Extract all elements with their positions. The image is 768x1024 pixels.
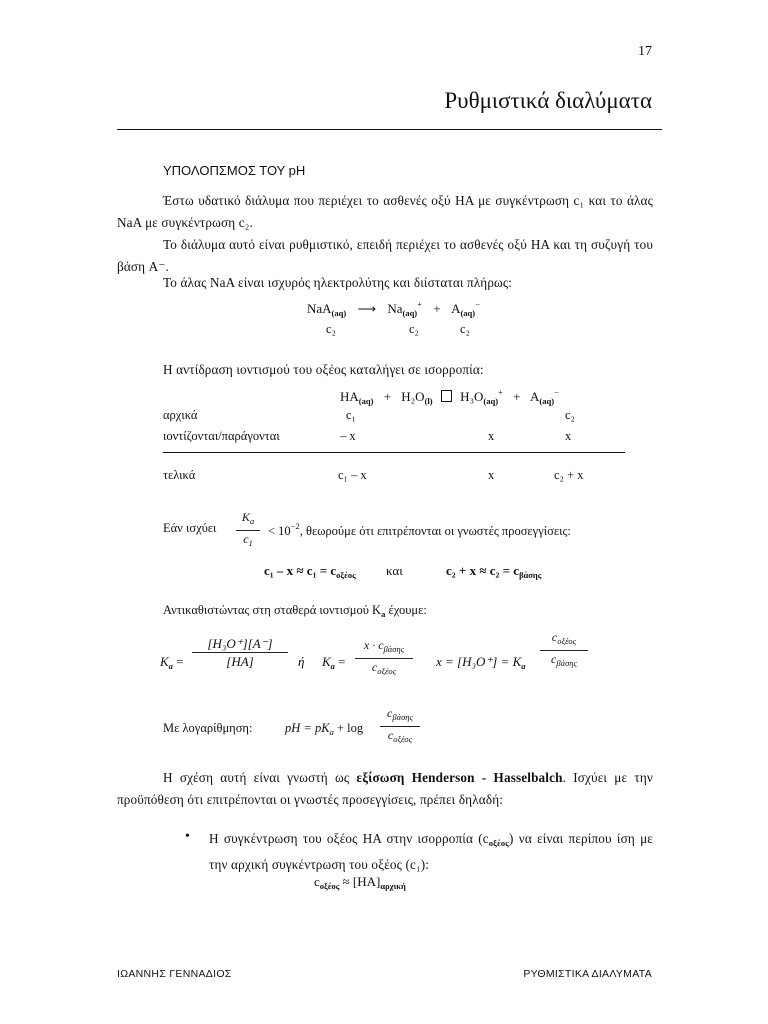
eq-water: H₂O xyxy=(401,389,425,404)
eq-h3o: H₃O xyxy=(460,389,484,404)
condition-prefix: Εάν ισχύει xyxy=(163,521,217,535)
reaction-arrow: ⟶ xyxy=(357,301,377,316)
conc-product1: c₂ xyxy=(409,322,419,336)
eq-a: A xyxy=(530,389,540,404)
eq-a-state: (aq) xyxy=(539,396,555,406)
paragraph-2: Το διάλυμα αυτό είναι ρυθμιστικό, επειδή περιέχει το ασθενές οξύ HA και τη συζυγή του βάση A⁻. xyxy=(117,237,653,274)
ice-row-initial-ha: c₁ xyxy=(346,408,356,422)
approx-right: $c_2 + x \approx c_2 = c_{\beta ά\sigma\eta\varsigma}$ xyxy=(446,563,542,580)
dissociation-product1: Na xyxy=(387,301,403,316)
paragraph-4: Η αντίδραση ιοντισμού του οξέος καταλήγει σε ισορροπία: xyxy=(163,362,484,377)
ka-formula-3: $x = [H_3O^+] = K_a$ xyxy=(436,654,526,671)
conc-reactant: c₂ xyxy=(326,322,336,336)
paragraph-5-sub: a xyxy=(381,609,386,619)
eq-plus-1: + xyxy=(383,389,392,404)
log-prefix: Με λογαρίθμηση: xyxy=(163,721,253,735)
condition-exponent: −2 xyxy=(290,521,300,531)
dissociation-product2-state: (aq) xyxy=(460,308,476,318)
ice-row-initial-label: αρχικά xyxy=(163,408,198,422)
ice-row-final-label: τελικά xyxy=(163,468,196,482)
ice-row-change-h3o: x xyxy=(488,429,495,443)
ice-row-final-h3o: x xyxy=(488,468,495,482)
ice-row-change-a: x xyxy=(565,429,572,443)
ka-fraction-3: $c_{o\xi έo\varsigma}$ $c_{\beta ά\sigma\eta\varsigma}$ xyxy=(540,630,588,671)
dissociation-equation xyxy=(307,299,480,318)
eq-a-charge: − xyxy=(554,387,559,397)
approx-left: $c_1 - x \approx c_1 = c_{o\xi έo\varsigma}$ xyxy=(264,563,356,580)
condition-frac-num-sub: a xyxy=(249,516,255,526)
bullet-symbol: • xyxy=(185,829,190,844)
dissociation-product2-charge: − xyxy=(475,299,480,309)
eq-plus-2: + xyxy=(513,389,521,404)
dissociation-reactant-state: (aq) xyxy=(331,308,347,318)
ka-or: ή xyxy=(298,654,305,669)
dissociation-product1-state: (aq) xyxy=(402,308,418,318)
dissociation-plus: + xyxy=(433,301,441,316)
dissociation-reactant: NaA xyxy=(307,301,332,316)
footer-author: ΙΩΑΝΝΗΣ ΓΕΝΝΑΔΙΟΣ xyxy=(117,968,232,980)
ka-f3-num: c xyxy=(551,630,558,644)
page-number: 17 xyxy=(638,44,652,59)
equilibrium-equation xyxy=(340,387,559,406)
condition-suffix: , θεωρούμε ότι επιτρέπονται οι γνωστές προσεγγίσεις: xyxy=(299,524,571,538)
condition-text xyxy=(268,521,571,539)
bullet-1-text: Η συγκέντρωση του οξέος HA στην ισορροπία $(c_{o\xi έo\varsigma})$ να είναι περίπου ίση με την αρχική συγκέντρωση του οξέος (c₁): xyxy=(209,831,653,872)
approx-left-sub: οξέος xyxy=(336,570,356,580)
eq-ha-state: (aq) xyxy=(358,396,374,406)
ice-row-change-label: ιοντίζονται/παράγονται xyxy=(163,429,280,443)
ka-label-2: $K_a$ = xyxy=(322,654,346,671)
condition-frac-den: c xyxy=(243,532,249,546)
bullet-1-equation: $c_{o\xi έo\varsigma} \approx [HA]_{\alpha\rho\chi\iota\kappa ή}$ xyxy=(314,874,406,891)
approx-conj: και xyxy=(386,563,403,578)
eq-ha: HA xyxy=(340,389,359,404)
condition-inequality: < 10 xyxy=(268,524,291,538)
condition-frac-den-sub: 1 xyxy=(248,538,253,548)
header-rule xyxy=(117,129,662,130)
condition-fraction xyxy=(236,510,260,551)
eq-water-state: (l) xyxy=(424,396,433,406)
eq-h3o-state: (aq) xyxy=(483,396,499,406)
condition-frac-num: K xyxy=(241,510,250,524)
ice-row-final-a: c₂ + x xyxy=(554,468,584,482)
paragraph-5: Αντικαθιστώντας στη σταθερά ιοντισμού $K_a$ έχουμε: xyxy=(163,603,427,619)
ka-f2-den: c xyxy=(371,660,378,674)
ka-f3-den: c xyxy=(551,652,557,666)
eq-h3o-charge: + xyxy=(498,387,503,397)
ka-f1-num: [H₃O⁺][A⁻] xyxy=(207,636,273,651)
footer-chapter: ΡΥΘΜΙΣΤΙΚΑ ΔΙΑΛΥΜΑΤΑ xyxy=(523,968,652,980)
conc-product2: c₂ xyxy=(460,322,470,336)
ka-f2-num: x · c xyxy=(363,638,384,652)
log-equation: pH = $pK_a + \log$ xyxy=(285,721,364,737)
dissociation-product1-charge: + xyxy=(417,299,422,309)
ice-table-rule xyxy=(163,452,625,453)
dissociation-product2: A xyxy=(451,301,461,316)
section-heading: ΥΠΟΛΟΠΣΜΟΣ ΤΟΥ pH xyxy=(163,163,306,178)
ka-fraction-2: $x \cdot c_{\beta ά\sigma\eta\varsigma}$ $c_{o\xi έo\varsigma}$ xyxy=(355,638,413,679)
paragraph-1: Έστω υδατικό διάλυμα που περιέχει το ασθενές οξύ HA με συγκέντρωση c₁ και το άλας NaA με συγκέντρωση c₂. xyxy=(117,193,653,230)
equilibrium-symbol xyxy=(441,390,452,402)
approx-right-sub: βάσης xyxy=(519,570,542,580)
henderson-hasselbalch: εξίσωση Henderson - Hasselbalch xyxy=(356,770,563,785)
ka-fraction-1 xyxy=(192,636,288,669)
ka-f1-den: [HA] xyxy=(226,654,254,669)
chapter-title: Ρυθμιστικά διαλύματα xyxy=(444,88,652,113)
ice-row-initial-a: c₂ xyxy=(565,408,575,422)
paragraph-6: Η σχέση αυτή είναι γνωστή ως εξίσωση Henderson - Hasselbalch. Ισχύει με την προϋπόθεση ότι επιτρέπονται οι γνωστές προσεγγίσεις, πρέπει δηλαδή: xyxy=(117,770,653,807)
paragraph-3: Το άλας NaA είναι ισχυρός ηλεκτρολύτης και διίσταται πλήρως: xyxy=(163,275,513,290)
ice-row-change-ha: – x xyxy=(340,429,356,443)
ka-label-1: $K_a$ = xyxy=(160,654,184,671)
ice-row-final-ha: c₁ – x xyxy=(338,468,367,482)
log-fraction: $c_{\beta ά\sigma\eta\varsigma}$ $c_{o\xi έo\varsigma}$ xyxy=(380,706,420,747)
